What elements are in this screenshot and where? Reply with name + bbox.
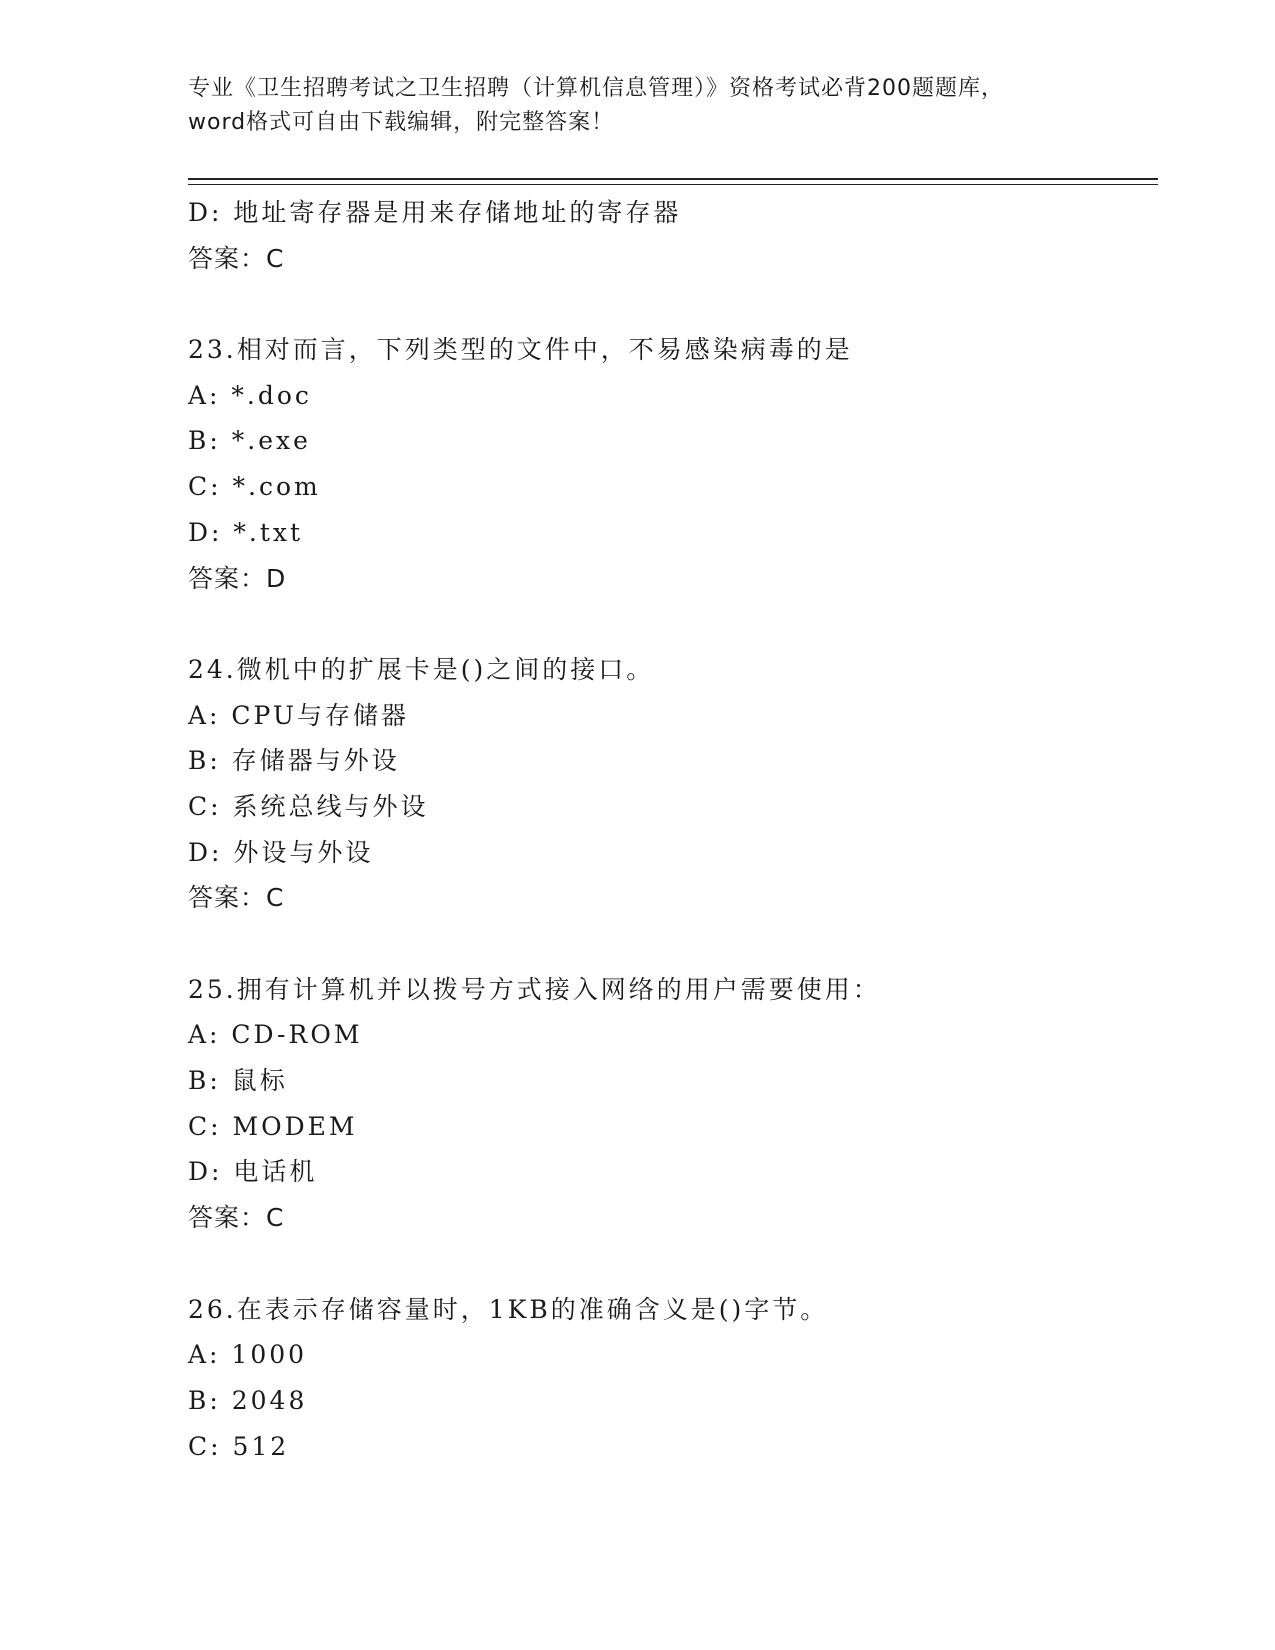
answer-line: 答案：C (188, 1203, 285, 1233)
spacer (188, 601, 1158, 647)
option-c: C: 系统总线与外设 (188, 791, 429, 821)
option-b: B: *.exe (188, 426, 311, 456)
question-stem: 26.在表示存储容量时，1KB的准确含义是()字节。 (188, 1294, 829, 1324)
answer-line: 答案：C (188, 243, 285, 273)
document-header (188, 72, 1088, 140)
question-list (188, 190, 1158, 1469)
option-c: C: 512 (188, 1431, 290, 1461)
answer-line: 答案：C (188, 883, 285, 913)
question-stem: 23.相对而言，下列类型的文件中，不易感染病毒的是 (188, 335, 853, 365)
option-a: A: *.doc (188, 380, 312, 410)
option-d: D: 外设与外设 (188, 837, 374, 867)
spacer (188, 281, 1158, 327)
option-a: A: CPU与存储器 (188, 700, 410, 730)
option-b: B: 2048 (188, 1385, 308, 1415)
header-divider-thick (188, 178, 1158, 180)
spacer (188, 1241, 1158, 1287)
question-block-26 (188, 1287, 1158, 1470)
header-divider-thin (188, 184, 1158, 185)
question-block-24 (188, 647, 1158, 921)
option-c: C: *.com (188, 472, 321, 502)
option-d: D: 电话机 (188, 1157, 318, 1187)
header-title-line-1: 专业《卫生招聘考试之卫生招聘（计算机信息管理）》资格考试必背200题题库， (188, 76, 1004, 101)
option-a: A: CD-ROM (188, 1020, 363, 1050)
option-b: B: 鼠标 (188, 1066, 288, 1096)
option-c: C: MODEM (188, 1111, 358, 1141)
question-stem: 24.微机中的扩展卡是()之间的接口。 (188, 654, 655, 684)
question-stem: 25.拥有计算机并以拨号方式接入网络的用户需要使用： (188, 974, 881, 1004)
option-a: A: 1000 (188, 1340, 308, 1370)
question-block-23 (188, 327, 1158, 601)
spacer (188, 921, 1158, 967)
question-block-22 (188, 190, 1158, 281)
option-d: D: 地址寄存器是用来存储地址的寄存器 (188, 198, 682, 227)
option-b: B: 存储器与外设 (188, 746, 400, 776)
option-d: D: *.txt (188, 517, 304, 547)
answer-line: 答案：D (188, 563, 287, 593)
question-block-25 (188, 967, 1158, 1241)
header-title-line-2: word格式可自由下载编辑，附完整答案！ (188, 110, 615, 135)
